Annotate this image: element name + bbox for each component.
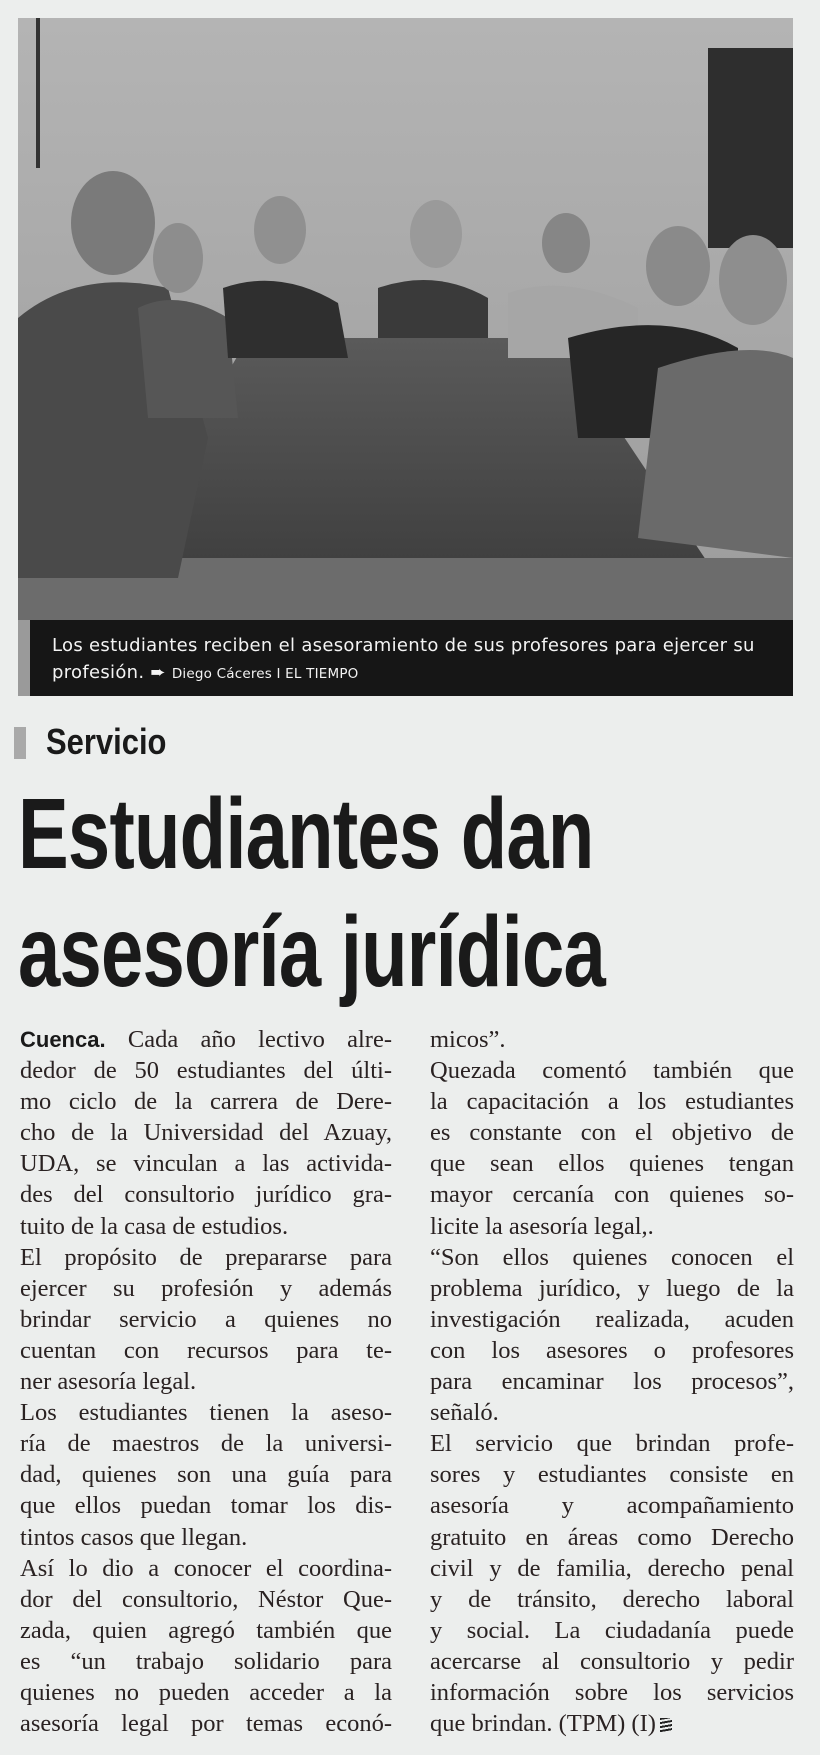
body-line [20, 1522, 392, 1553]
body-line [430, 1708, 794, 1739]
body-line-text: información sobre los servicios [430, 1678, 794, 1706]
dateline: Cuenca. [20, 1027, 106, 1052]
body-line [20, 1646, 392, 1677]
caption-text: Los estudiantes reciben el asesoramiento de sus profesores para ejercer su profesión. [52, 635, 755, 683]
body-line-text: quienes no pueden acceder a la [20, 1678, 392, 1706]
body-line [20, 1553, 392, 1584]
body-line-text: señaló. [430, 1399, 499, 1427]
body-line [20, 1615, 392, 1646]
body-line-text: dad, quienes son una guía para [20, 1461, 392, 1489]
arrow-icon: ➨ [150, 662, 172, 683]
body-line [430, 1584, 794, 1615]
body-line-text: asesoría y acompañamiento [430, 1492, 794, 1520]
photo-caption [18, 620, 793, 696]
body-line [430, 1553, 794, 1584]
body-line-text: y social. La ciudadanía puede [430, 1616, 794, 1644]
body-line-text: la capacitación a los estudiantes [430, 1088, 794, 1116]
body-line-text: asesoría legal por temas econó- [20, 1710, 392, 1738]
body-column-left [20, 1024, 392, 1739]
body-line [20, 1397, 392, 1428]
body-line-text: que brindan. (TPM) (I) [430, 1710, 656, 1738]
body-line [430, 1366, 794, 1397]
headline-line-2: asesoría jurídica [18, 896, 605, 1008]
body-line-text: ría de maestros de la universi- [20, 1430, 392, 1458]
body-line-text: zada, quien agregó también que [20, 1616, 392, 1644]
body-line-text: es constante con el objetivo de [430, 1119, 794, 1147]
body-line-text: Cada año lectivo alre- [105, 1026, 392, 1053]
body-line-text: tuito de la casa de estudios. [20, 1212, 289, 1240]
body-column-right [430, 1024, 794, 1739]
body-line-text: dor del consultorio, Néstor Que- [20, 1585, 392, 1613]
body-line [20, 1708, 392, 1739]
body-line [20, 1335, 392, 1366]
headline [18, 775, 790, 1011]
body-line-text: des del consultorio jurídico gra- [20, 1181, 392, 1209]
body-line-text: micos”. [430, 1026, 506, 1053]
body-line [20, 1273, 392, 1304]
body-line [430, 1335, 794, 1366]
body-line [20, 1428, 392, 1459]
body-line-text: que ellos puedan tomar los dis- [20, 1492, 392, 1520]
body-line-text: cho de la Universidad del Azuay, [20, 1119, 392, 1147]
body-line [430, 1677, 794, 1708]
body-line-text: “Son ellos quienes conocen el [430, 1243, 794, 1271]
body-line [430, 1522, 794, 1553]
article-photo [18, 18, 793, 622]
body-line-text: cuentan con recursos para te- [20, 1336, 392, 1364]
body-line-text: mayor cercanía con quienes so- [430, 1181, 794, 1209]
body-line-text: investigación realizada, acuden [430, 1305, 794, 1333]
body-line-text: tintos casos que llegan. [20, 1523, 248, 1551]
caption-accent-bar [18, 620, 30, 696]
body-line [20, 1490, 392, 1521]
body-line-text: es “un trabajo solidario para [20, 1647, 392, 1675]
body-line [430, 1428, 794, 1459]
body-line-text: para encaminar los procesos”, [430, 1368, 794, 1396]
body-line [20, 1148, 392, 1179]
body-line [430, 1459, 794, 1490]
kicker-marker [14, 727, 26, 759]
body-line [430, 1646, 794, 1677]
body-line [430, 1397, 794, 1428]
body-line-text: que sean ellos quienes tengan [430, 1150, 794, 1178]
body-line-text: El propósito de prepararse para [20, 1243, 392, 1271]
body-line [20, 1584, 392, 1615]
body-line [20, 1117, 392, 1148]
body-line-text: civil y de familia, derecho penal [430, 1554, 794, 1582]
body-line-text: problema jurídico, y luego de la [430, 1274, 794, 1302]
body-line-text: ner asesoría legal. [20, 1368, 197, 1396]
body-line [430, 1242, 794, 1273]
body-line-text: El servicio que brindan profe- [430, 1430, 794, 1458]
body-line [20, 1459, 392, 1490]
body-line [430, 1179, 794, 1210]
body-line [20, 1242, 392, 1273]
body-line-text: Así lo dio a conocer el coordina- [20, 1554, 392, 1582]
body-line-text: Quezada comentó también que [430, 1057, 794, 1085]
body-line-text: con los asesores o profesores [430, 1336, 794, 1364]
body-line [430, 1273, 794, 1304]
body-line-text: gratuito en áreas como Derecho [430, 1523, 794, 1551]
body-line [20, 1024, 392, 1055]
kicker-label: Servicio [46, 721, 167, 762]
body-line [430, 1211, 794, 1242]
body-line-text: mo ciclo de la carrera de Dere- [20, 1088, 392, 1116]
body-line [430, 1615, 794, 1646]
headline-line-1: Estudiantes dan [18, 778, 594, 890]
body-line-text: UDA, se vinculan a las activida- [20, 1150, 392, 1178]
body-line [430, 1490, 794, 1521]
body-line-text: licite la asesoría legal,. [430, 1212, 654, 1240]
body-line [430, 1024, 794, 1055]
body-line [20, 1211, 392, 1242]
body-line-text: acercarse al consultorio y pedir [430, 1647, 794, 1675]
body-line [20, 1304, 392, 1335]
body-line-text: Los estudiantes tienen la aseso- [20, 1399, 392, 1427]
photo-meeting-table [18, 18, 793, 622]
body-line [20, 1677, 392, 1708]
body-line-text: dedor de 50 estudiantes del últi- [20, 1057, 392, 1085]
body-line-text: brindar servicio a quienes no [20, 1305, 392, 1333]
body-line [20, 1179, 392, 1210]
photo-credit: Diego Cáceres I EL TIEMPO [171, 666, 359, 682]
body-line [430, 1086, 794, 1117]
body-line [20, 1366, 392, 1397]
body-line [430, 1055, 794, 1086]
body-line [430, 1148, 794, 1179]
body-line-text: ejercer su profesión y además [20, 1274, 392, 1302]
body-line-text: y de tránsito, derecho laboral [430, 1585, 794, 1613]
body-line-text: sores y estudiantes consiste en [430, 1461, 794, 1489]
end-of-article-icon [660, 1718, 672, 1732]
body-line [430, 1304, 794, 1335]
body-line [20, 1055, 392, 1086]
body-line [430, 1117, 794, 1148]
body-line [20, 1086, 392, 1117]
